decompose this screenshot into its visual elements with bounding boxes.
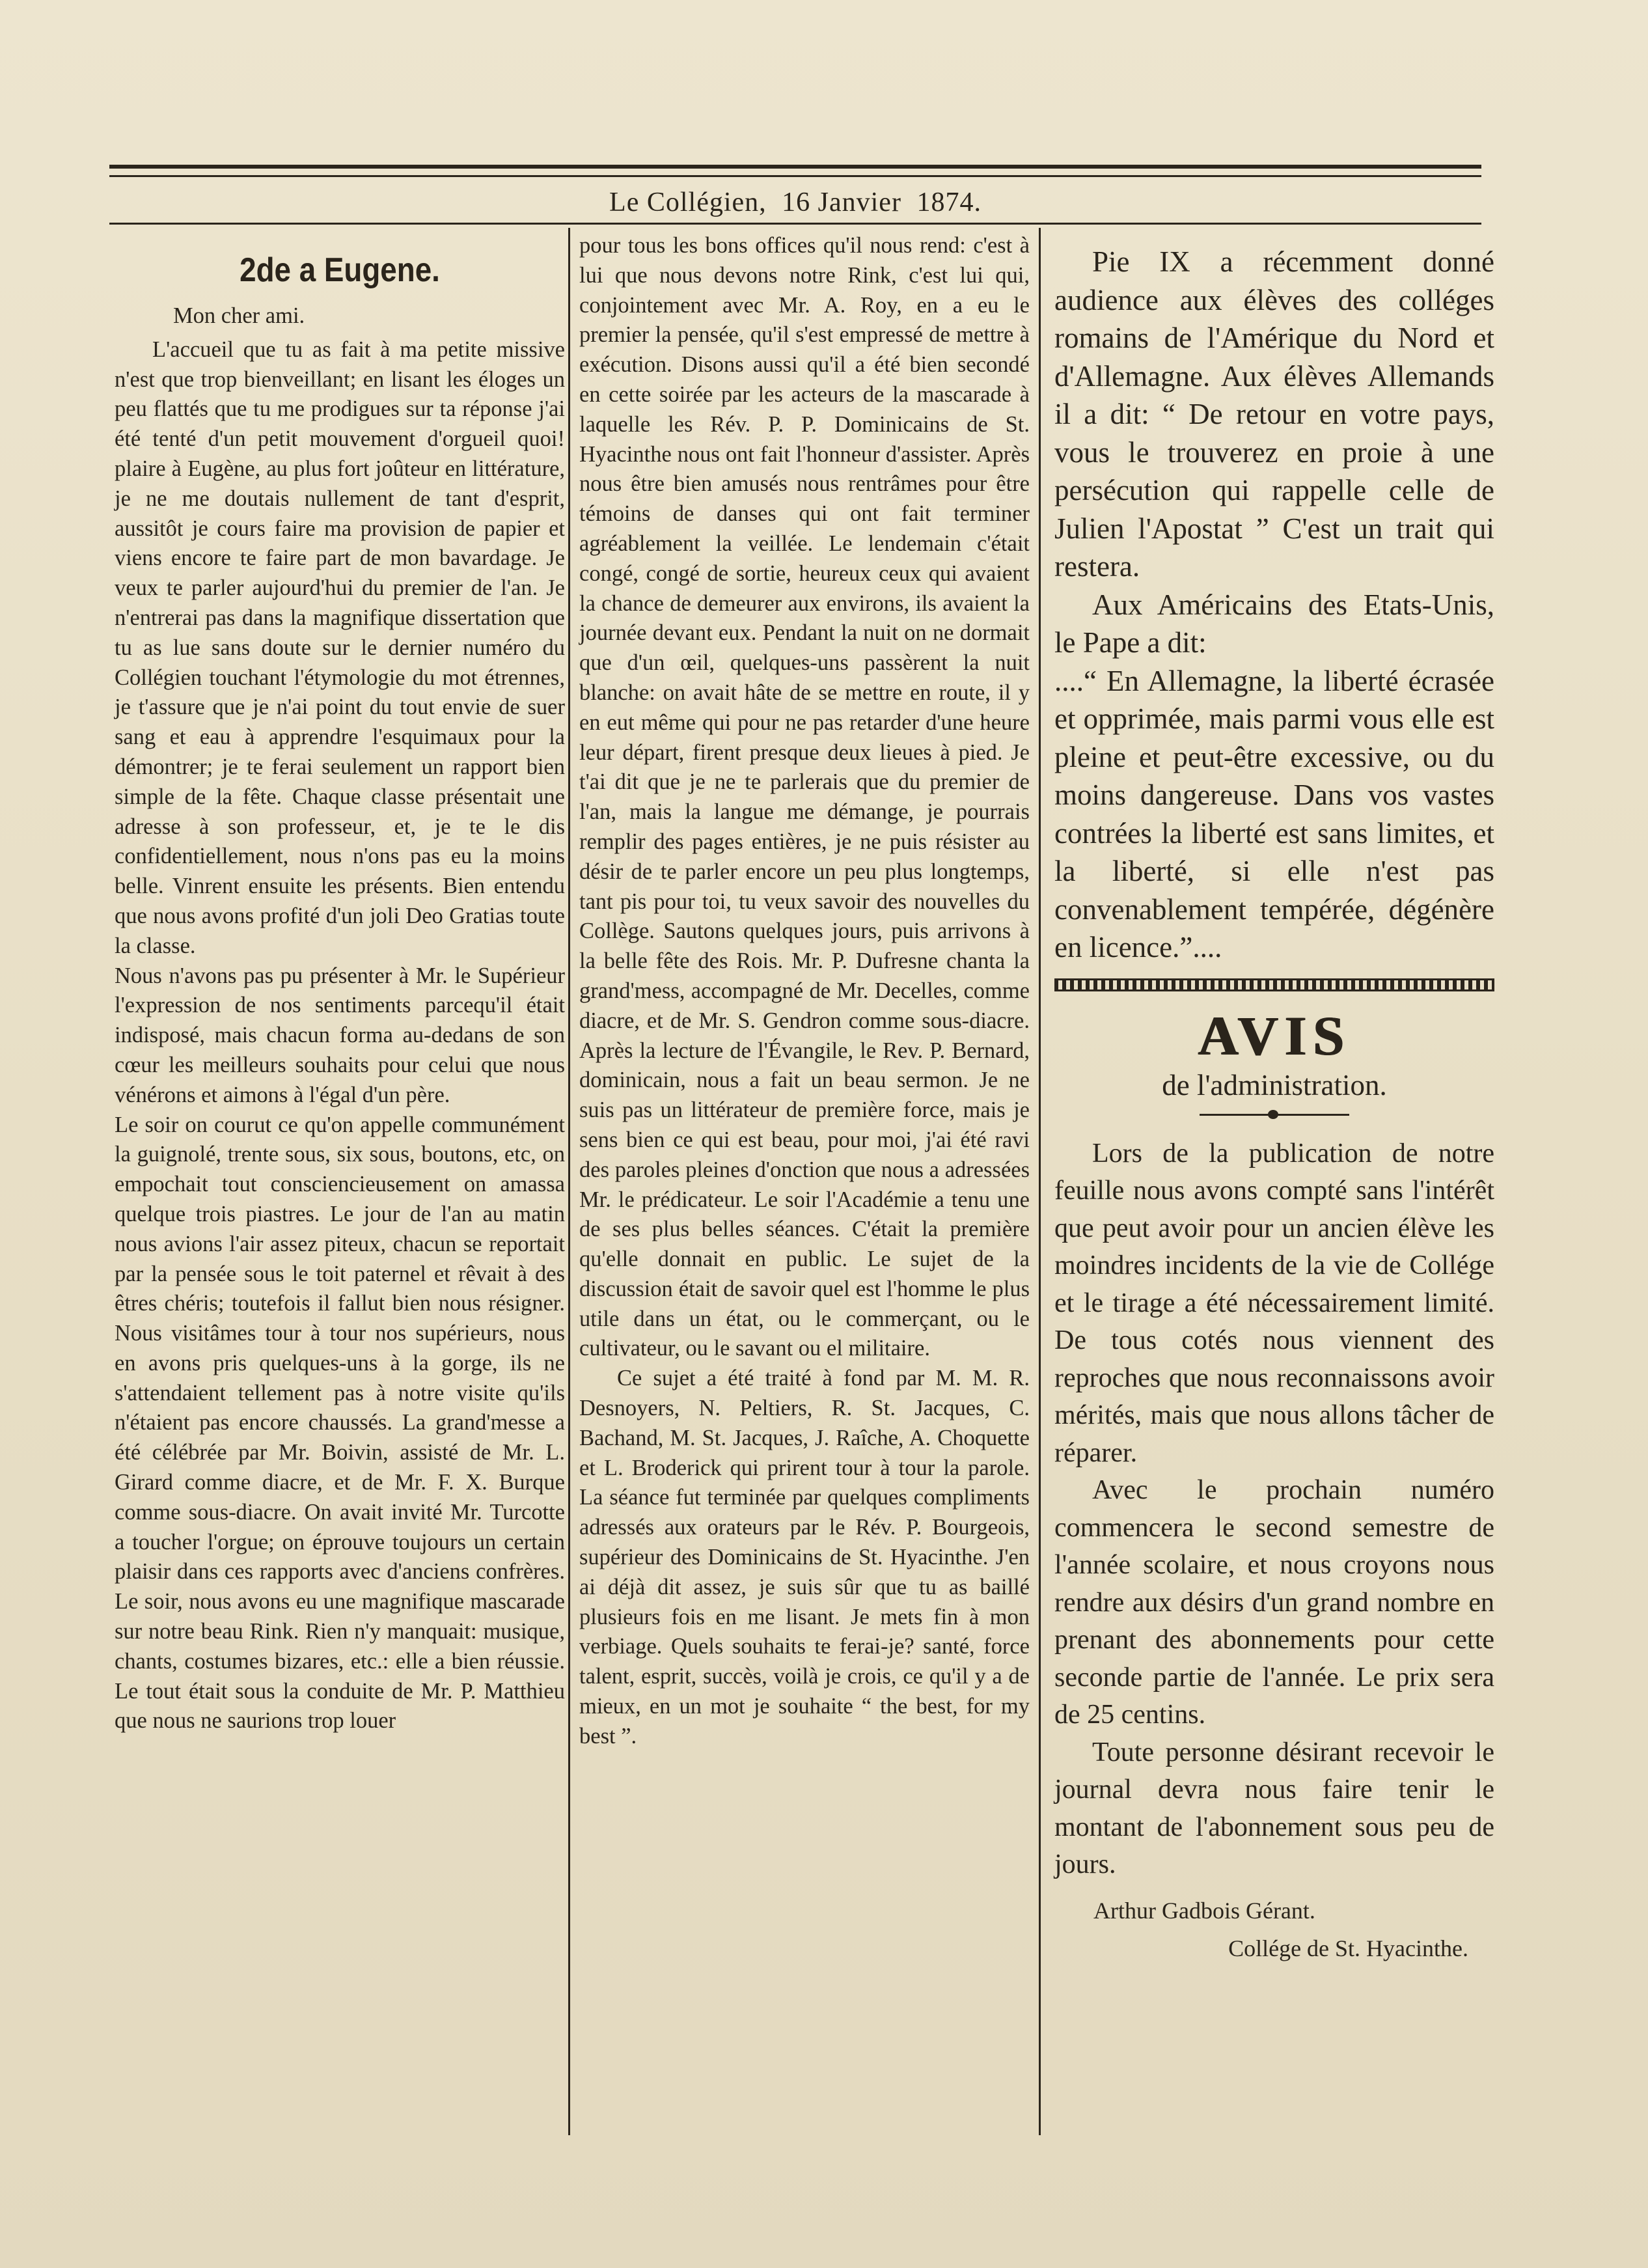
signature: Arthur Gadbois Gérant.	[1093, 1897, 1315, 1924]
issue-year: 1874.	[916, 187, 982, 217]
header-rule	[109, 223, 1481, 225]
letter-paragraph: pour tous les bons offices qu'il nous rend: c'est à lui que nous devons notre Rink, c'est lui qui, conjointement avec Mr. A. Roy, en a eu le premier la pensée, qu'il s'est empressé de mettre à exécution. Disons aussi qu'il a été bien secondé en cette soirée par les acteurs de la mascarade à laquelle les Rév. P. P. Dominicains de St. Hyacinthe nous ont fait l'honneur d'assister. Après nous être bien amusés nous rentrâmes pour être témoins de danses qui ont fait terminer agréablement la veillée. Le lendemain c'était congé, congé de sortie, heureux ceux qui avaient la chance de demeurer aux environs, ils avaient la journée devant eux. Pendant la nuit on ne dormait que d'un œil, quelques-uns passèrent la nuit blanche: on avait hâte de se mettre en route, il y en eut même qui pour ne pas retarder d'une heure leur départ, firent presque deux lieues à pied. Je t'ai dit que je ne te parlerais que du premier de l'an, mais la langue me démange, je pourrais remplir des pages entières, je ne puis résister au désir de te parler encore un peu plus longtemps, tant pis pour toi, tu veux savoir des nouvelles du Collège. Sautons quelques jours, puis arrivons à la belle fête des Rois. Mr. P. Dufresne chanta la grand'mess, accompagné de Mr. Decelles, comme diacre, et de Mr. S. Gendron comme sous-diacre. Après la lecture de l'Évangile, le Rev. P. Bernard, dominicain, nous a fait un beau sermon. Je ne suis pas un littérateur de première force, mais je sens bien ce qui est beau, pour moi, j'ai été ravi des paroles pleines d'onction que nous a adressées Mr. le prédicateur. Le soir l'Académie a tenu une de ses plus belles séances. C'était la première qu'elle donnait en public. Le sujet de la discussion était de savoir quel est l'homme le plus utile dans un état, ou le commerçant, ou le cultivateur, ou le savant ou el militaire.	[579, 233, 1030, 1361]
column-divider-1	[568, 228, 570, 2135]
pope-paragraph: Aux Américains des Etats-Unis, le Pape a dit:	[1054, 588, 1494, 659]
pope-paragraph: Pie IX a récemment donné audience aux élèves des colléges romains de l'Amérique du Nord et d'Allemagne. Aux élèves Allemands il a dit: “ De retour en votre pays, vous le trouverez en proie à une persécution qui rappelle celle de Julien l'Apostat ” C'est un trait qui restera.	[1054, 245, 1494, 583]
college-name: Collége de St. Hyacinthe.	[1228, 1935, 1468, 1961]
column-1	[115, 231, 565, 1736]
avis-paragraph: Toute personne désirant recevoir le journal devra nous faire tenir le montant de l'abonnement sous peu de jours.	[1054, 1737, 1494, 1879]
top-double-rule	[109, 165, 1481, 177]
letter-paragraph: Ce sujet a été traité à fond par M. M. R. Desnoyers, N. Peltiers, R. St. Jacques, C. Bachand, M. St. Jacques, J. Raîche, A. Choquette et L. Broderick qui prirent tour à tour la parole. La séance fut terminée par quelques compliments adressés aux orateurs par le Rév. P. Bourgeois, supérieur des Dominicains de St. Hyacinthe. J'en ai déjà dit assez, je suis sûr que tu as baillé plusieurs fois en me lisant. Je mets fin à mon verbiage. Quels souhaits te ferai-je? santé, force talent, esprit, succès, voilà je crois, ce qu'il y a de mieux, en un mot je souhaite “ the best, for my best ”.	[579, 1366, 1030, 1749]
page-header	[109, 187, 1481, 215]
letter-paragraph: L'accueil que tu as fait à ma petite missive n'est que trop bienveillant; en lisant les éloges un peu flattés que tu me prodigues sur ta réponse j'ai été tenté d'un petit mouvement d'orgueil quoi! plaire à Eugène, au plus fort joûteur en littérature, je ne me doutais nullement de tant d'esprit, aussitôt je cours faire ma provision de papier et viens encore te faire part de mon bavardage. Je veux te parler aujourd'hui du premier de l'an. Je n'entrerai pas dans la magnifique dissertation que tu as lue sans doute sur le dernier numéro du Collégien touchant l'étymologie du mot étrennes, je t'assure que je n'ai point du tout envie de suer sang et eau à apprendre l'esquimaux pour la démontrer; je te ferai seulement un rapport bien simple de la fête. Chaque classe présentait une adresse à son professeur, et, je te le dis confidentiellement, nous n'ons pas eu la moins belle. Vinrent ensuite les présents. Bien entendu que nous avons profité d'un joli Deo Gratias toute la classe.	[115, 337, 565, 958]
salutation: Mon cher ami.	[173, 303, 305, 328]
column-3	[1054, 231, 1494, 1967]
ornament-divider	[1200, 1114, 1349, 1116]
journal-name: Le Collégien,	[609, 187, 767, 217]
avis-heading: AVIS	[1198, 1004, 1351, 1067]
avis-subtitle: de l'administration.	[1162, 1068, 1387, 1101]
avis-paragraph: Lors de la publication de notre feuille nous avons compté sans l'intérêt que peut avoir pour un ancien élève les moindres incidents de la vie de Collége et le tirage a été nécessairement limité. De tous cotés nous viennent des reproches que nous reconnaissons avoir mérités, mais que nous allons tâcher de réparer.	[1054, 1138, 1494, 1468]
pope-paragraph: ....“ En Allemagne, la liberté écrasée et opprimée, mais parmi vous elle est pleine et peut-être excessive, ou du moins dangereuse. Dans vos vastes contrées la liberté est sans limites, et la liberté, si elle n'est pas convenablement tempérée, dégénère en licence.”....	[1054, 664, 1494, 963]
letter-paragraph: Nous n'avons pas pu présenter à Mr. le Supérieur l'expression de nos sentiments parcequ'il était indisposé, mais chacun forma au-dedans de son cœur les meilleurs souhaits pour celui que nous vénérons et aimons à l'égal d'un père.	[115, 963, 565, 1107]
avis-paragraph: Avec le prochain numéro commencera le second semestre de l'année scolaire, et nous croyons nous rendre aux désirs d'un grand nombre en prenant des abonnements pour cette seconde partie de l'année. Le prix sera de 25 centins.	[1054, 1475, 1494, 1730]
article-title: 2de a Eugene.	[240, 251, 440, 289]
ornamental-rule	[1054, 978, 1494, 991]
column-divider-2	[1039, 228, 1041, 2135]
issue-date: 16 Janvier	[782, 187, 901, 217]
letter-paragraph: Le soir on courut ce qu'on appelle communément la guignolé, trente sous, six sous, boutons, etc, on empochait tout consciencieusement on amassa quelque trois piastres. Le jour de l'an au matin nous avions l'air assez piteux, chacun se reportait par la pensée sous le toit paternel et rêvait à des êtres chéris; toutefois il fallut bien nous résigner. Nous visitâmes tour à tour nos supérieurs, nous en avons pris quelques-uns à la gorge, ils ne s'attendaient tellement pas à notre visite qu'ils n'étaient pas encore chaussés. La grand'messe a été célébrée par Mr. Boivin, assisté de Mr. L. Girard comme diacre, et de Mr. F. X. Burque comme sous-diacre. On avait invité Mr. Turcotte a toucher l'orgue; on éprouve toujours un certain plaisir dans ces rapports avec d'anciens confrères. Le soir, nous avons eu une magnifique mascarade sur notre beau Rink. Rien n'y manquait: musique, chants, costumes bizares, etc.: elle a bien réussie. Le tout était sous la conduite de Mr. P. Matthieu que nous ne saurions trop louer	[115, 1112, 565, 1734]
column-2	[579, 231, 1030, 1752]
